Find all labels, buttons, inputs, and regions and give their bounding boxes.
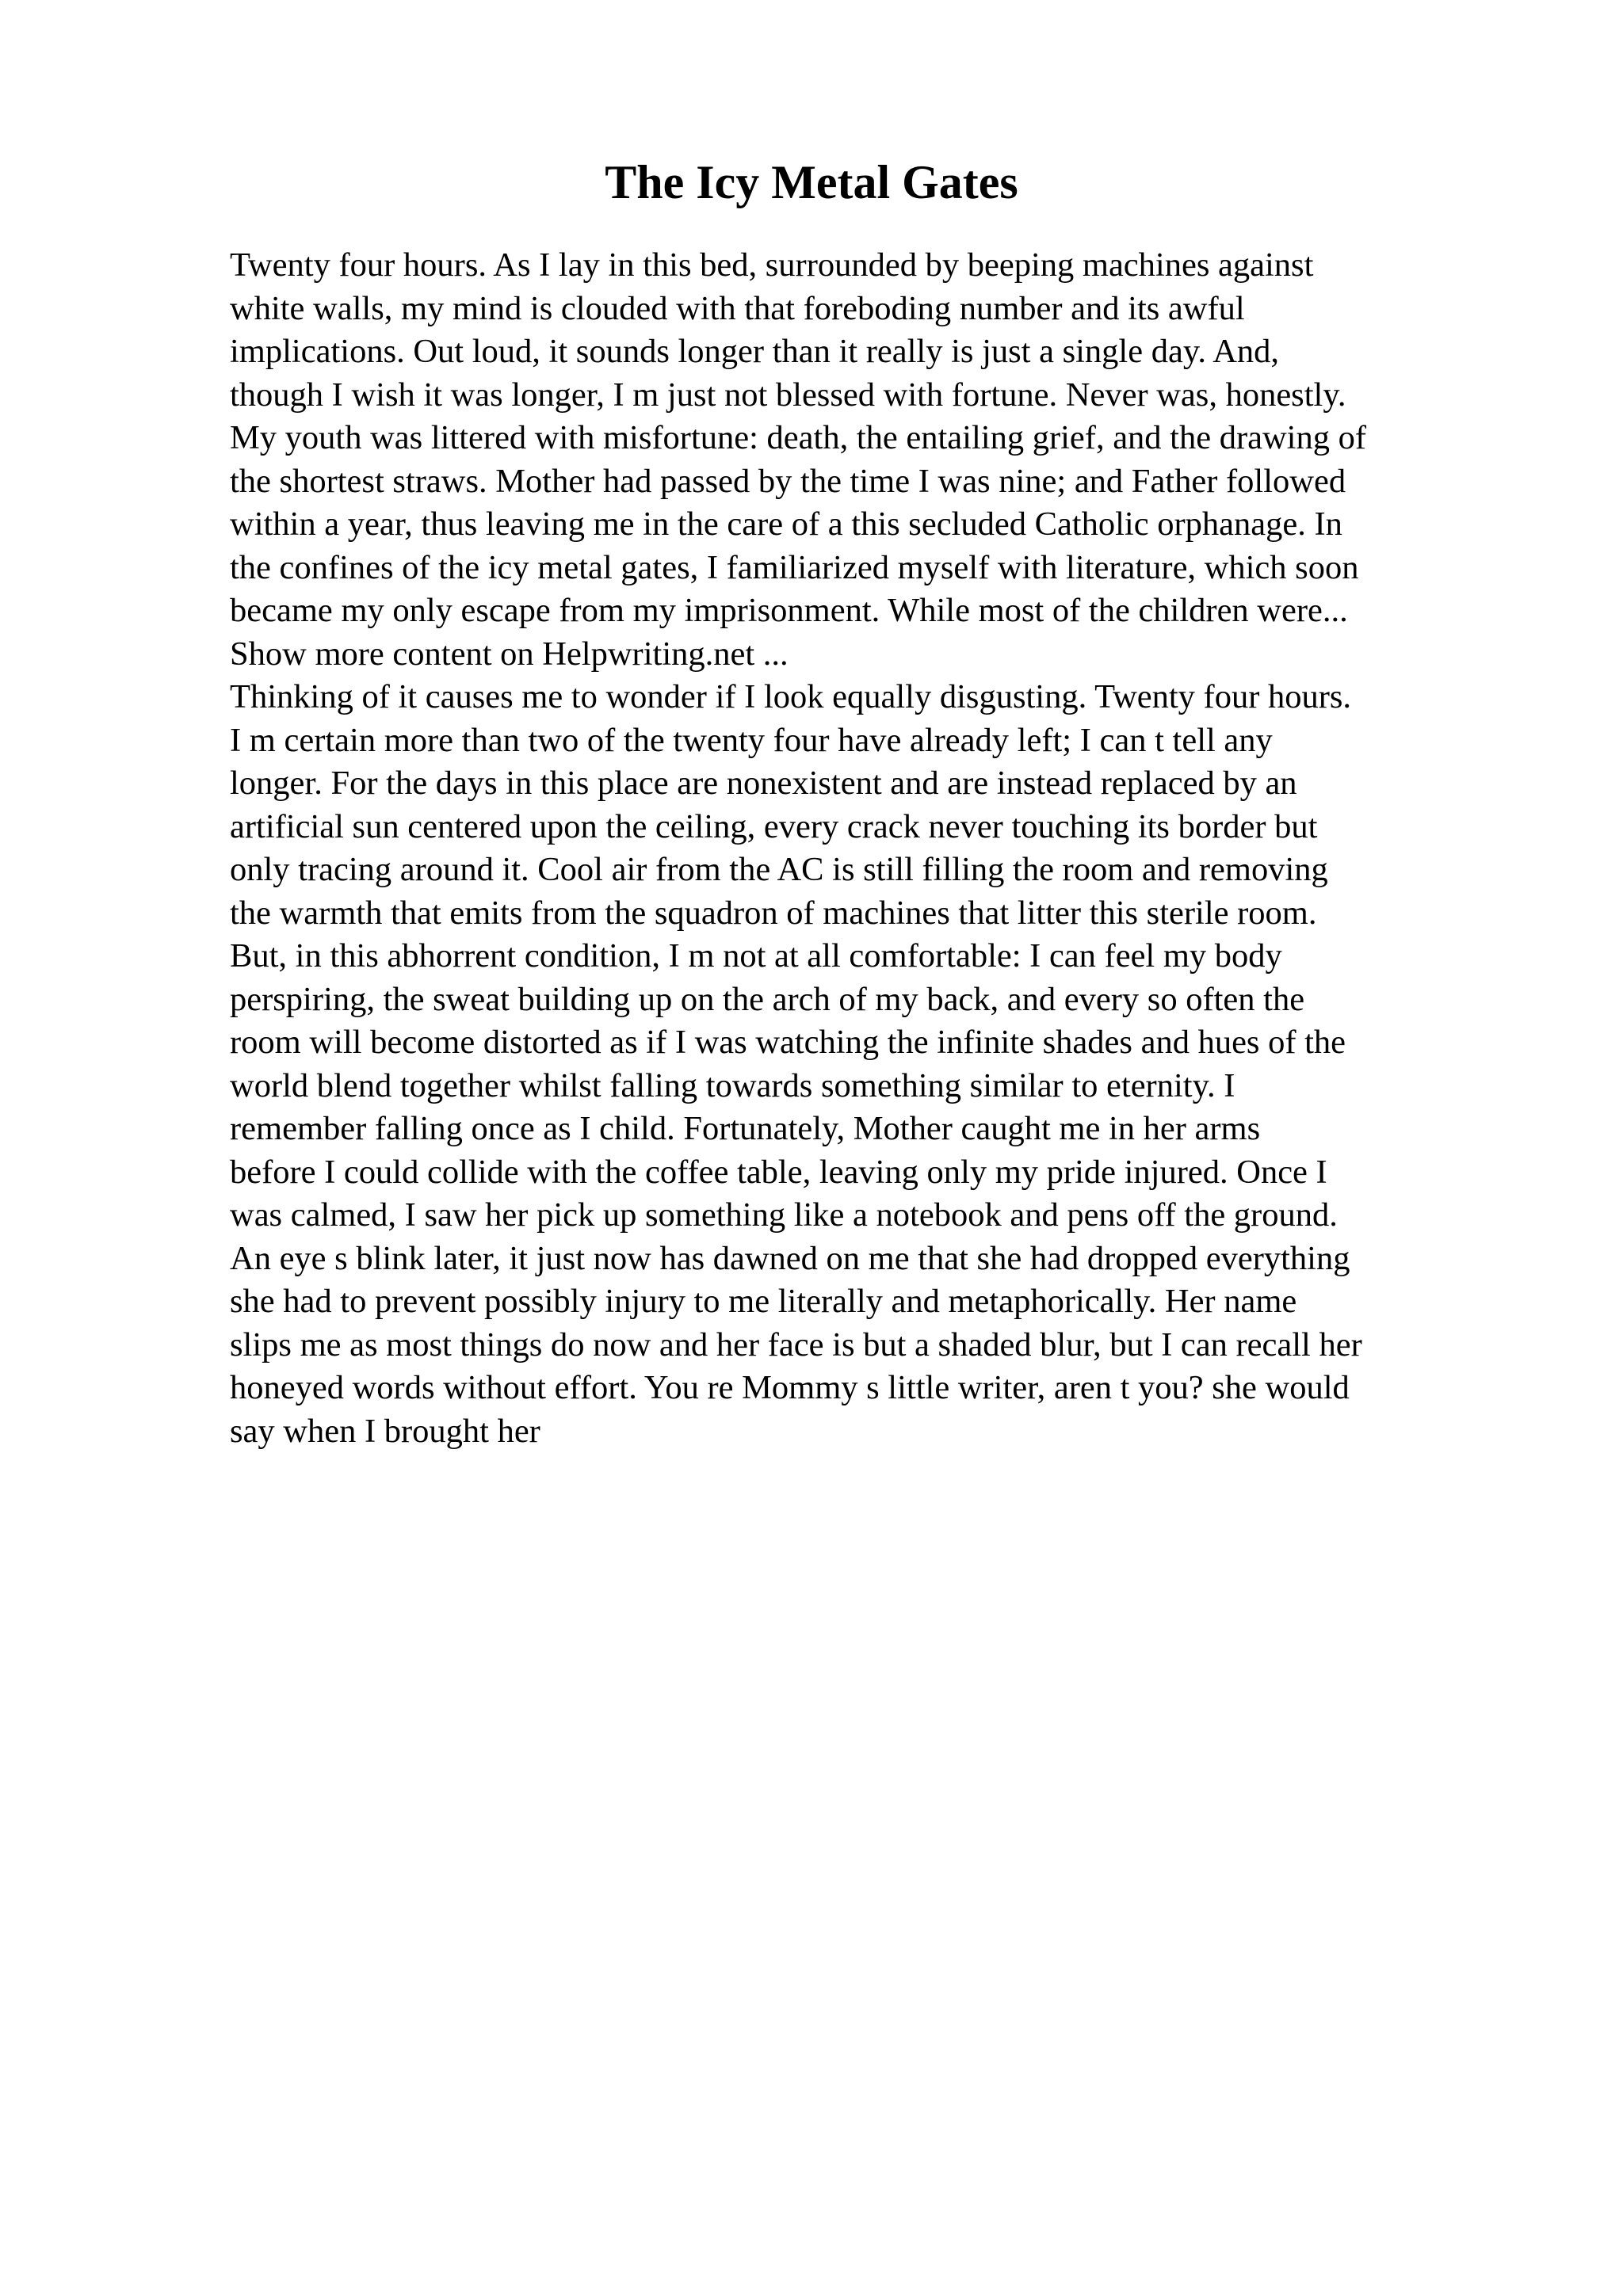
body-line: slips me as most things do now and her face is but a shaded blur, but I can recall her [230, 1325, 1362, 1363]
show-more-line[interactable]: Show more content on Helpwriting.net ... [230, 635, 789, 673]
body-line: only tracing around it. Cool air from the AC is still filling the room and removing [230, 851, 1328, 888]
body-line: room will become distorted as if I was watching the infinite shades and hues of the [230, 1024, 1346, 1061]
body-line: the confines of the icy metal gates, I familiarized myself with literature, which soon [230, 548, 1359, 586]
body-line: longer. For the days in this place are nonexistent and are instead replaced by an [230, 765, 1297, 802]
body-line: An eye s blink later, it just now has dawned on me that she had dropped everything [230, 1239, 1350, 1277]
body-line: she had to prevent possibly injury to me literally and metaphorically. Her name [230, 1283, 1297, 1320]
body-line: But, in this abhorrent condition, I m not at all comfortable: I can feel my body [230, 937, 1282, 974]
body-line: I m certain more than two of the twenty four have already left; I can t tell any [230, 721, 1273, 759]
body-line: Twenty four hours. As I lay in this bed, surrounded by beeping machines against [230, 246, 1314, 284]
document-title: The Icy Metal Gates [605, 156, 1018, 208]
body-line: within a year, thus leaving me in the care of a this secluded Catholic orphanage. In [230, 505, 1342, 543]
body-line: the shortest straws. Mother had passed by the time I was nine; and Father followed [230, 462, 1346, 500]
body-line: say when I brought her [230, 1412, 540, 1450]
body-line: perspiring, the sweat building up on the arch of my back, and every so often the [230, 980, 1305, 1018]
document-body [230, 244, 1498, 1453]
body-line: before I could collide with the coffee table, leaving only my pride injured. Once I [230, 1153, 1327, 1191]
body-line: world blend together whilst falling towards something similar to eternity. I [230, 1066, 1235, 1104]
body-line: white walls, my mind is clouded with that foreboding number and its awful [230, 289, 1245, 327]
body-line: remember falling once as I child. Fortunately, Mother caught me in her arms [230, 1110, 1261, 1147]
body-line: implications. Out loud, it sounds longer than it really is just a single day. And, [230, 333, 1280, 370]
body-line: honeyed words without effort. You re Mommy s little writer, aren t you? she would [230, 1369, 1350, 1406]
body-line: My youth was littered with misfortune: death, the entailing grief, and the drawing of [230, 419, 1367, 456]
body-line: Thinking of it causes me to wonder if I look equally disgusting. Twenty four hours. [230, 678, 1352, 715]
body-line: was calmed, I saw her pick up something like a notebook and pens off the ground. [230, 1196, 1338, 1234]
body-line: artificial sun centered upon the ceiling, every crack never touching its border but [230, 807, 1318, 845]
body-line: became my only escape from my imprisonment. While most of the children were... [230, 592, 1348, 629]
body-line: though I wish it was longer, I m just not blessed with fortune. Never was, honestly. [230, 376, 1346, 414]
body-line: the warmth that emits from the squadron of machines that litter this sterile room. [230, 894, 1317, 932]
